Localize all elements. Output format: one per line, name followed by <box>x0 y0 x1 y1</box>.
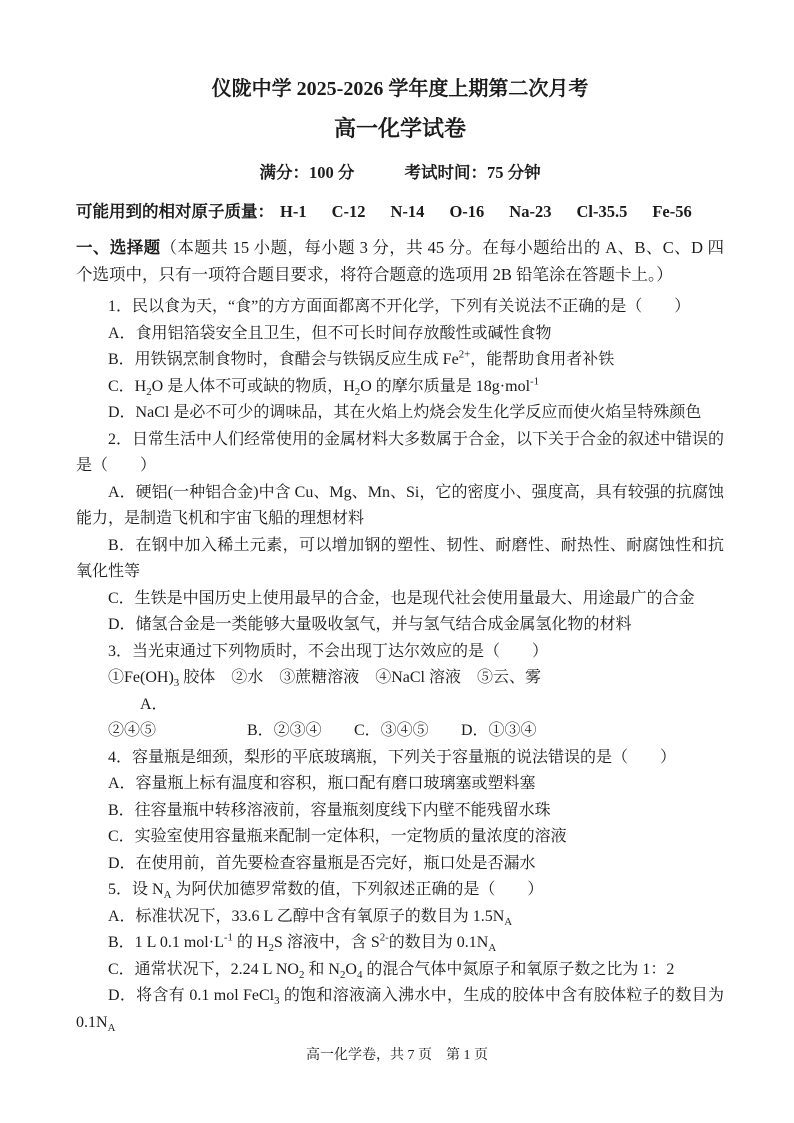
question-4-option-a: A．容量瓶上标有温度和容积，瓶口配有磨口玻璃塞或塑料塞 <box>108 775 536 792</box>
question-3-stem: 3．当光束通过下列物质时，不会出现丁达尔效应的是（ ） <box>108 642 549 660</box>
question-2-option-c: C．生铁是中国历史上使用最早的合金，也是现代社会使用量最大、用途最广的合金 <box>108 589 695 607</box>
question-3-answer-d: D．①③④ <box>461 722 537 739</box>
question-5-option-c: C．通常状况下，2.24 L $NO_2$ 和 $N_2O_4$ 的混合气体中氮原子和氧原子数之比为 1：2 <box>108 960 675 981</box>
exam-title: 仪陇中学 2025-2026 学年度上期第二次月考 <box>211 78 589 100</box>
exam-info-line <box>76 160 724 186</box>
question-3-answer-a: A．②④⑤ <box>108 695 168 739</box>
question-5-option-a: A．标准状况下，33.6 L 乙醇中含有氧原子的数目为 $1.5N_A$ <box>108 907 513 928</box>
atomic-mass-item: H-1 <box>280 202 307 221</box>
atomic-mass-item: O-16 <box>449 202 485 221</box>
full-score-label: 满分：100 分 <box>259 163 355 182</box>
question-2-option-a: A．硬铝(一种铝合金)中含 Cu、Mg、Mn、Si，它的密度小、强度高，具有较强的抗腐蚀能力，是制造飞机和宇宙飞船的理想材料 <box>76 483 724 527</box>
question-4-stem: 4．容量瓶是细颈，梨形的平底玻璃瓶，下列关于容量瓶的说法错误的是（ ） <box>108 748 677 766</box>
question-2-option-b: B．在钢中加入稀土元素，可以增加钢的塑性、韧性、耐磨性、耐热性、耐腐蚀性和抗氧化性等 <box>76 536 724 580</box>
question-4-option-b: B．往容量瓶中转移溶液前，容量瓶刻度线下内壁不能残留水珠 <box>108 801 551 819</box>
question-4-option-d: D．在使用前，首先要检查容量瓶是否完好，瓶口处是否漏水 <box>108 854 536 872</box>
section-one-description: （本题共 15 小题，每小题 3 分，共 45 分。在每小题给出的 A、B、C、D 四个选项中，只有一项符合题目要求，将符合题意的选项用 2B 铅笔涂在答题卡上。） <box>76 238 725 284</box>
question-1-option-b: B．用铁锅烹制食物时，食醋会与铁锅反应生成 $Fe^{2+}$，能帮助食用者补铁 <box>108 348 615 368</box>
exam-subtitle: 高一化学试卷 <box>333 116 466 141</box>
atomic-mass-item: N-14 <box>390 202 425 221</box>
question-3-items: $①Fe(OH)_3$ 胶体 ②水 ③蔗糖溶液 ④NaCl 溶液 ⑤云、雾 <box>108 669 541 690</box>
atomic-mass-item: Cl-35.5 <box>576 202 628 221</box>
question-1-stem: 1．民以食为天，“食”的方方面面都离不开化学，下列有关说法不正确的是（ ） <box>108 298 691 315</box>
question-3-answer-row <box>76 692 724 745</box>
atomic-mass-item: C-12 <box>331 202 366 221</box>
atomic-mass-label: 可能用到的相对原子质量： <box>76 202 274 221</box>
atomic-mass-note <box>76 199 724 225</box>
section-one-heading: 一、选择题 <box>76 238 161 257</box>
question-4-option-c: C．实验室使用容量瓶来配制一定体积，一定物质的量浓度的溶液 <box>108 828 567 845</box>
atomic-mass-item: Na-23 <box>509 202 552 221</box>
question-1-option-a: A．食用铝箔袋安全且卫生，但不可长时间存放酸性或碱性食物 <box>108 324 552 342</box>
question-1-option-c: C．$H_2O$ 是人体不可或缺的物质，$H_2O$ 的摩尔质量是 18g·mol$^{-1}$ <box>108 375 540 398</box>
question-2-option-d: D．储氢合金是一类能够大量吸收氢气，并与氢气结合成金属氢化物的材料 <box>108 616 632 633</box>
question-3-answer-c: C．③④⑤ <box>354 722 429 739</box>
question-5-option-d: D．将含有 0.1 mol FeCl$_3$ 的饱和溶液滴入沸水中，生成的胶体中含有胶体粒子的数目为 $0.1N_A$ <box>76 987 724 1034</box>
section-one-intro <box>76 234 724 288</box>
question-list <box>76 294 724 1036</box>
question-2-stem: 2．日常生活中人们经常使用的金属材料大多数属于合金，以下关于合金的叙述中错误的是（ ） <box>76 430 725 474</box>
question-5-option-b: B．1 L 0.1 $mol\cdot L^{-1}$ 的 $H_2S$ 溶液中，含 $S^{2-}$的数目为 $0.1N_A$ <box>108 931 497 955</box>
exam-time-label: 考试时间：75 分钟 <box>404 163 541 182</box>
atomic-mass-item: Fe-56 <box>652 202 692 221</box>
question-1-option-d: D．NaCl 是必不可少的调味品，其在火焰上灼烧会发生化学反应而使火焰呈特殊颜色 <box>108 404 702 421</box>
footer-page-info: 高一化学卷，共 7 页 第 1 页 <box>306 1048 488 1063</box>
question-3-answer-b: B．②③④ <box>247 722 322 739</box>
question-5-stem: 5．设 $N_A$ 为阿伏加德罗常数的值，下列叙述正确的是（ ） <box>108 881 544 902</box>
